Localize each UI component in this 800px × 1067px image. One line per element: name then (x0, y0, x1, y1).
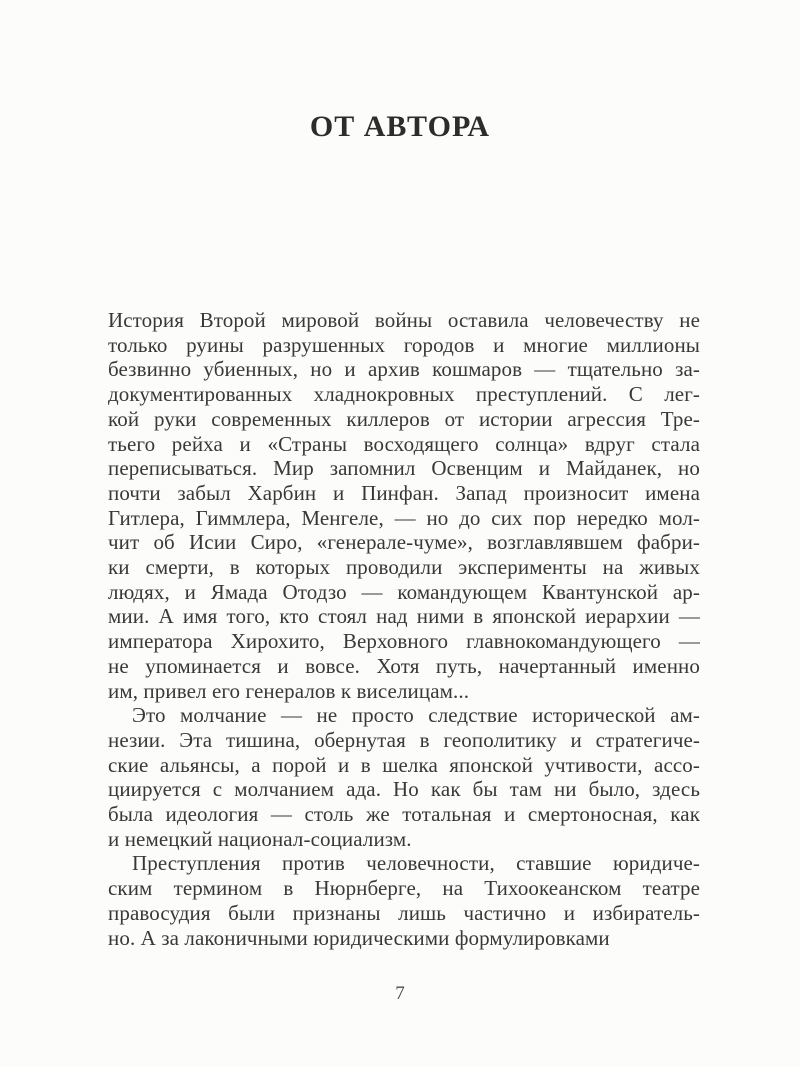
page-number: 7 (395, 983, 405, 1004)
text-line: ским термином в Нюрнберге, на Тихоокеанском театре (108, 876, 700, 901)
text-line: переписываться. Мир запомнил Освенцим и Майданек, но (108, 456, 700, 481)
text-line: незии. Эта тишина, обернутая в геополитику и стратегиче- (108, 727, 700, 752)
text-line: людях, и Ямада Отодзо — командующем Квантунской ар- (108, 579, 700, 604)
text-line: но. А за лаконичными юридическими формулировками (108, 925, 610, 950)
paragraph (108, 703, 700, 851)
text-line: им, привел его генералов к виселицам... (108, 678, 470, 703)
paragraph (108, 308, 700, 703)
text-line: Это молчание — не просто следствие исторической ам- (132, 703, 700, 728)
text-line: императора Хирохито, Верховного главнокомандующего — (108, 629, 700, 654)
text-line: только руины разрушенных городов и многие миллионы (108, 332, 700, 357)
text-line: почти забыл Харбин и Пинфан. Запад произносит имена (108, 480, 700, 505)
body-text (108, 308, 700, 950)
paragraph (108, 851, 700, 950)
text-line: мии. А имя того, кто стоял над ними в японской иерархии — (108, 604, 700, 629)
text-line: Гитлера, Гиммлера, Менгеле, — но до сих пор нередко мол- (108, 505, 700, 530)
text-line: документированных хладнокровных преступлений. С лег- (108, 382, 700, 407)
page-title: ОТ АВТОРА (309, 110, 491, 143)
text-line: не упоминается и вовсе. Хотя путь, начертанный именно (108, 653, 700, 678)
text-line: Преступления против человечности, ставшие юридиче- (132, 851, 700, 876)
text-line: и немецкий национал-социализм. (108, 826, 412, 851)
text-line: ские альянсы, а порой и в шелка японской учтивости, ассо- (108, 752, 700, 777)
text-line: чит об Исии Сиро, «генерале-чуме», возглавлявшем фабри- (108, 530, 700, 555)
text-line: ки смерти, в которых проводили эксперименты на живых (108, 555, 700, 580)
text-line: кой руки современных киллеров от истории агрессия Тре- (108, 406, 700, 431)
text-line: правосудия были признаны лишь частично и избиратель- (108, 900, 700, 925)
text-line: была идеология — столь же тотальная и смертоносная, как (108, 802, 700, 827)
text-line: История Второй мировой войны оставила человечеству не (108, 308, 700, 332)
text-line: безвинно убиенных, но и архив кошмаров — тщательно за- (108, 357, 700, 382)
text-line: тьего рейха и «Страны восходящего солнца» вдруг стала (108, 431, 700, 456)
text-line: циируется с молчанием ада. Но как бы там ни было, здесь (108, 777, 700, 802)
